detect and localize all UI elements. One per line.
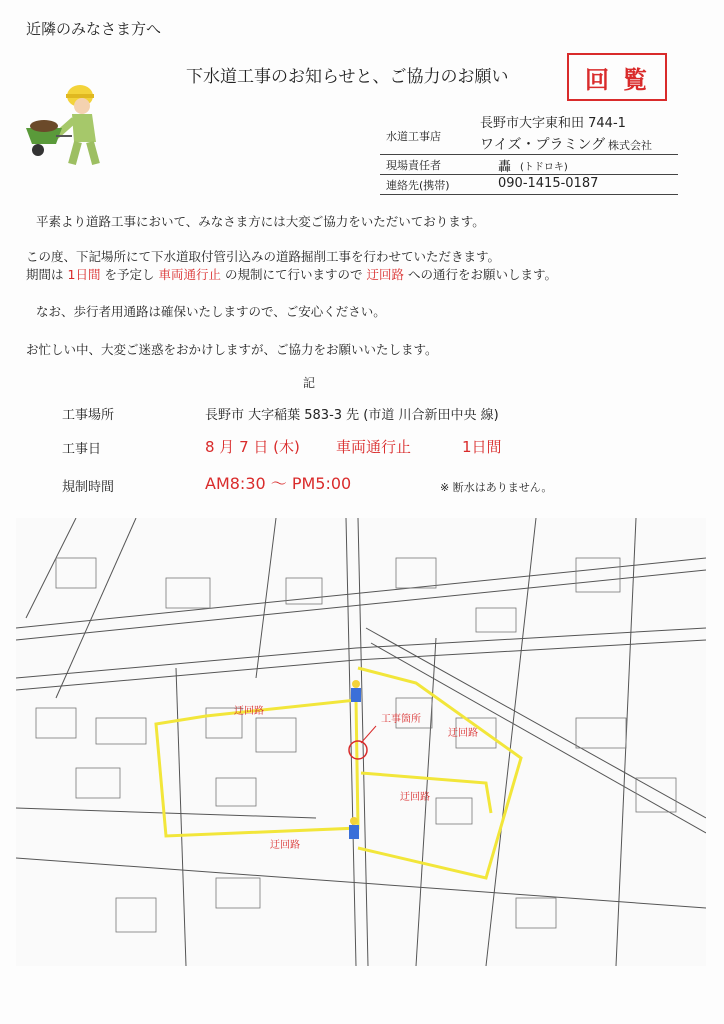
kairan-stamp	[567, 53, 667, 101]
supervisor-row	[380, 154, 678, 175]
detour-label-2: 迂回路	[448, 728, 478, 739]
text-span: を予定し	[104, 267, 155, 282]
company-name: ワイズ・プラミング	[480, 137, 606, 153]
supervisor-label: 現場責任者	[386, 159, 441, 172]
contact-phone: 090-1415-0187	[498, 176, 599, 191]
contractor-row	[380, 110, 678, 155]
notice-title: 下水道工事のお知らせと、ご協力のお願い	[186, 67, 509, 87]
paragraph-2-line-1: この度、下記場所にて下水道取付管引込みの道路掘削工事を行わせていただきます。	[26, 249, 501, 264]
site-marker-label: 工事箇所	[381, 714, 421, 725]
detour-label-3: 迂回路	[400, 792, 430, 803]
text-span: 期間は	[26, 267, 64, 282]
detour-label-1: 迂回路	[234, 706, 264, 717]
text-span: への通行をお願いします。	[407, 267, 557, 282]
text-span: の規制にて行いますので	[224, 267, 363, 282]
date-duration: 1日間	[462, 438, 502, 456]
date-value: 8 月 7 日 (木)	[205, 438, 300, 456]
date-label: 工事日	[62, 442, 102, 457]
kairan-label: 回覧	[585, 65, 661, 94]
site-map	[16, 518, 706, 966]
paragraph-3: なお、歩行者用通路は確保いたしますので、ご安心ください。	[36, 304, 386, 319]
restriction-highlight: 車両通行止	[158, 267, 221, 282]
detour-highlight: 迂回路	[366, 267, 404, 282]
ki-mark: 記	[303, 376, 316, 390]
duration-highlight: 1日間	[67, 267, 101, 282]
paragraph-2-line-2	[26, 265, 557, 283]
site-value: 長野市 大字稲葉 583-3 先 (市道 川合新田中央 線)	[205, 408, 499, 423]
company-suffix: 株式会社	[608, 139, 652, 152]
water-note: ※ 断水はありません。	[440, 481, 553, 494]
time-value: AM8:30 〜 PM5:00	[205, 474, 352, 493]
time-label: 規制時間	[62, 480, 115, 495]
company-label: 水道工事店	[386, 130, 441, 143]
greeting: 近隣のみなさま方へ	[26, 20, 162, 38]
paragraph-4: お忙しい中、大変ご迷惑をおかけしますが、ご協力をお願いいたします。	[26, 342, 438, 357]
flagman-top	[351, 680, 361, 702]
site-label: 工事場所	[62, 408, 115, 423]
paragraph-1: 平素より道路工事において、みなさま方には大変ご協力をいただいております。	[36, 214, 485, 229]
contact-row	[380, 174, 678, 195]
supervisor-name: 轟	[498, 160, 512, 175]
supervisor-kana: (トドロキ)	[520, 162, 568, 173]
date-restriction: 車両通行止	[336, 438, 412, 456]
flagman-bottom	[349, 817, 359, 839]
detour-label-4: 迂回路	[270, 840, 300, 851]
company-address: 長野市大字東和田 744-1	[480, 116, 626, 131]
contact-label: 連絡先(携帯)	[386, 179, 450, 192]
worker-wheelbarrow-icon	[22, 76, 104, 170]
